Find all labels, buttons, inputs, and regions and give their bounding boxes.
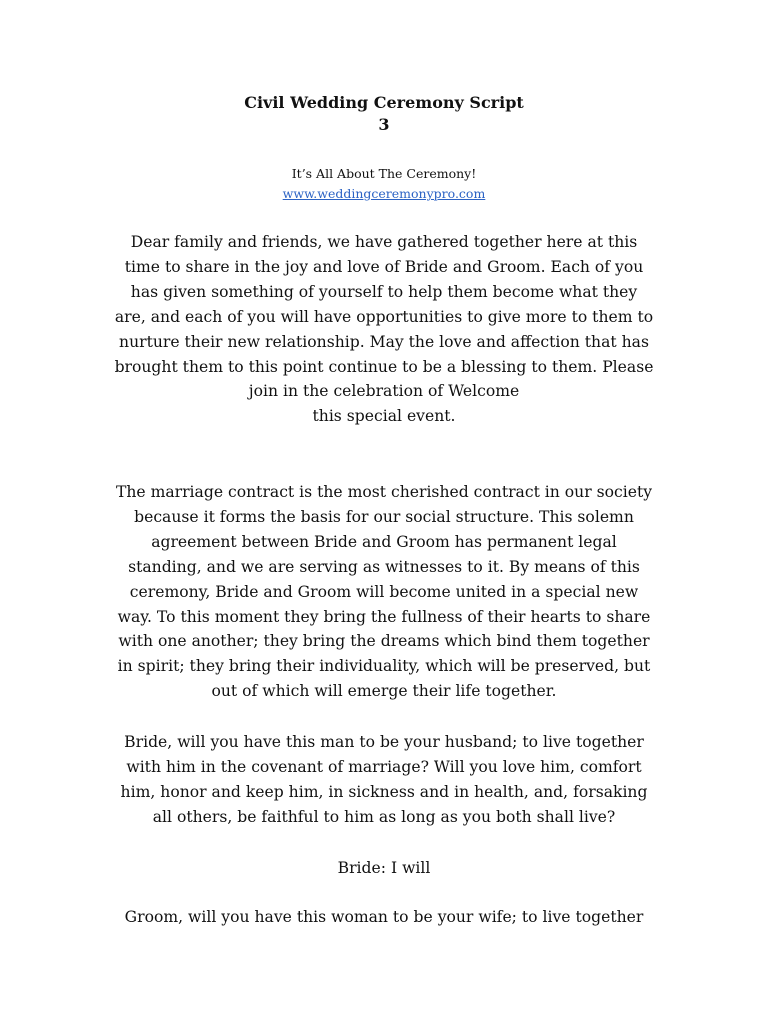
website-link[interactable]: www.weddingceremonypro.com	[282, 186, 486, 201]
paragraph-line: with him in the covenant of marriage? Will you love him, comfort	[126, 757, 642, 776]
paragraph-line: Groom, will you have this woman to be your wife; to live together	[124, 908, 644, 926]
paragraph-line: brought them to this point continue to be a blessing to them. Please	[114, 357, 654, 376]
paragraph-line: with one another; they bring the dreams which bind them together	[118, 632, 650, 651]
paragraph-line: in spirit; they bring their individuality, which will be preserved, but	[117, 657, 651, 676]
paragraph-line: way. To this moment they bring the fullness of their hearts to share	[117, 607, 651, 626]
paragraph-welcome	[86, 230, 682, 429]
paragraph-groom-vow	[86, 905, 682, 930]
paragraph-bride-response	[86, 856, 682, 881]
paragraph-line: time to share in the joy and love of Bride and Groom. Each of you	[124, 257, 644, 276]
document-subheader	[0, 164, 768, 204]
paragraph-line: are, and each of you will have opportunities to give more to them to	[114, 307, 654, 326]
paragraph-line: standing, and we are serving as witnesses to it. By means of this	[128, 557, 640, 576]
tagline: It’s All About The Ceremony!	[291, 166, 477, 181]
paragraph-line: join in the celebration of Welcome	[248, 382, 520, 401]
paragraph-line: Bride, will you have this man to be your husband; to live together	[124, 733, 644, 751]
paragraph-line: Dear family and friends, we have gathered together here at this	[130, 233, 638, 251]
paragraph-line: The marriage contract is the most cherished contract in our society	[115, 483, 653, 501]
paragraph-line: because it forms the basis for our social structure. This solemn	[134, 507, 634, 526]
paragraph-line: has given something of yourself to help them become what they	[130, 282, 638, 301]
document-title	[0, 92, 768, 136]
paragraph-line: all others, be faithful to him as long as you both shall live?	[152, 807, 616, 826]
paragraph-line: ceremony, Bride and Groom will become united in a special new	[129, 582, 639, 601]
paragraph-line: Bride: I will	[337, 859, 431, 877]
paragraph-line: out of which will emerge their life together.	[211, 682, 557, 701]
paragraph-line: agreement between Bride and Groom has permanent legal	[151, 532, 617, 551]
title-line-1: Civil Wedding Ceremony Script	[244, 93, 524, 112]
paragraph-line: nurture their new relationship. May the love and affection that has	[119, 332, 649, 351]
paragraph-line: him, honor and keep him, in sickness and in health, and, forsaking	[120, 782, 648, 801]
title-line-2: 3	[378, 115, 390, 134]
paragraph-bride-vow	[86, 730, 682, 830]
paragraph-marriage-contract	[86, 480, 682, 704]
paragraph-line: this special event.	[312, 407, 456, 426]
